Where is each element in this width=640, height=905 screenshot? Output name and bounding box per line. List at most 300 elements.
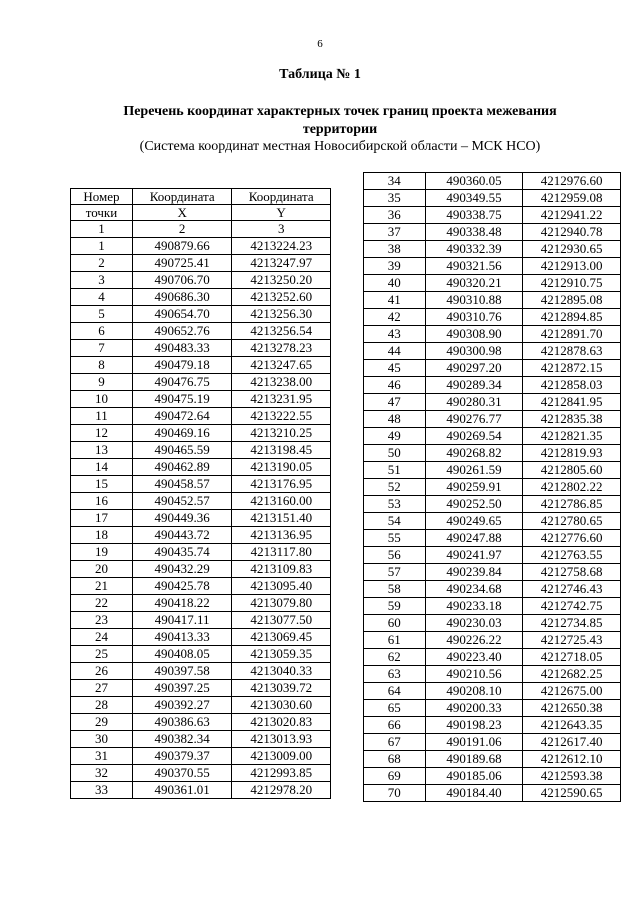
coordinate-x-cell: 490208.10	[425, 683, 523, 700]
coordinate-y-cell: 4213059.35	[232, 646, 331, 663]
coordinate-x-cell: 490233.18	[425, 598, 523, 615]
coordinate-x-cell: 490386.63	[132, 714, 232, 731]
point-number-cell: 11	[71, 408, 133, 425]
table-row	[71, 459, 331, 476]
coordinate-y-cell: 4213009.00	[232, 748, 331, 765]
table-row	[364, 241, 621, 258]
table-row	[364, 768, 621, 785]
coordinate-y-cell: 4213176.95	[232, 476, 331, 493]
coordinate-y-cell: 4213190.05	[232, 459, 331, 476]
table-row	[364, 258, 621, 275]
coordinate-x-cell: 490418.22	[132, 595, 232, 612]
point-number-cell: 38	[364, 241, 426, 258]
header-index-3: 3	[232, 221, 331, 238]
coordinate-x-cell: 490452.57	[132, 493, 232, 510]
table-row	[71, 272, 331, 289]
table-row	[71, 527, 331, 544]
table-row	[364, 428, 621, 445]
header-coordinate-y: Координата	[232, 189, 331, 205]
coordinate-x-cell: 490276.77	[425, 411, 523, 428]
point-number-cell: 20	[71, 561, 133, 578]
point-number-cell: 2	[71, 255, 133, 272]
point-number-cell: 41	[364, 292, 426, 309]
coordinate-y-cell: 4212978.20	[232, 782, 331, 799]
coordinate-x-cell: 490435.74	[132, 544, 232, 561]
coordinate-x-cell: 490320.21	[425, 275, 523, 292]
point-number-cell: 70	[364, 785, 426, 802]
table-row	[364, 496, 621, 513]
table-row	[364, 513, 621, 530]
header-coordinate-x-line2: X	[132, 205, 232, 221]
point-number-cell: 47	[364, 394, 426, 411]
point-number-cell: 40	[364, 275, 426, 292]
coordinate-x-cell: 490449.36	[132, 510, 232, 527]
coordinate-x-cell: 490360.05	[425, 173, 523, 190]
point-number-cell: 32	[71, 765, 133, 782]
subtitle-line-2: территории	[302, 122, 378, 137]
header-index-1: 1	[71, 221, 133, 238]
table-row	[71, 544, 331, 561]
table-row	[364, 343, 621, 360]
table-row	[364, 224, 621, 241]
table-row	[71, 357, 331, 374]
coordinate-x-cell: 490198.23	[425, 717, 523, 734]
header-index-2: 2	[132, 221, 232, 238]
coordinate-y-cell: 4213077.50	[232, 612, 331, 629]
page-number: 6	[317, 38, 323, 50]
table-row	[364, 360, 621, 377]
coordinate-y-cell: 4213136.95	[232, 527, 331, 544]
table-row	[71, 680, 331, 697]
point-number-cell: 13	[71, 442, 133, 459]
point-number-cell: 27	[71, 680, 133, 697]
coordinate-x-cell: 490185.06	[425, 768, 523, 785]
point-number-cell: 35	[364, 190, 426, 207]
coordinate-x-cell: 490269.54	[425, 428, 523, 445]
table-row	[71, 442, 331, 459]
coordinate-x-cell: 490191.06	[425, 734, 523, 751]
coordinate-x-cell: 490652.76	[132, 323, 232, 340]
coordinate-y-cell: 4212941.22	[523, 207, 621, 224]
point-number-cell: 5	[71, 306, 133, 323]
table-row	[364, 717, 621, 734]
point-number-cell: 3	[71, 272, 133, 289]
table-row	[364, 751, 621, 768]
table-row	[71, 646, 331, 663]
coordinate-x-cell: 490249.65	[425, 513, 523, 530]
table-row	[71, 306, 331, 323]
header-point-number: Номер	[71, 189, 133, 205]
table-row	[71, 340, 331, 357]
header-point-number-line2: точки	[71, 205, 133, 221]
table-row	[71, 255, 331, 272]
table-row	[364, 462, 621, 479]
coordinate-x-cell: 490259.91	[425, 479, 523, 496]
coordinate-x-cell: 490879.66	[132, 238, 232, 255]
table-row	[364, 377, 621, 394]
coordinate-y-cell: 4212746.43	[523, 581, 621, 598]
coordinate-y-cell: 4213040.33	[232, 663, 331, 680]
point-number-cell: 24	[71, 629, 133, 646]
point-number-cell: 53	[364, 496, 426, 513]
table-row	[364, 326, 621, 343]
coordinate-x-cell: 490475.19	[132, 391, 232, 408]
coordinate-x-cell: 490230.03	[425, 615, 523, 632]
coordinates-table-right	[363, 172, 621, 802]
point-number-cell: 57	[364, 564, 426, 581]
table-row	[364, 547, 621, 564]
point-number-cell: 23	[71, 612, 133, 629]
point-number-cell: 64	[364, 683, 426, 700]
point-number-cell: 67	[364, 734, 426, 751]
coordinate-y-cell: 4213117.80	[232, 544, 331, 561]
point-number-cell: 34	[364, 173, 426, 190]
coordinate-y-cell: 4213079.80	[232, 595, 331, 612]
table-row	[71, 578, 331, 595]
coordinate-y-cell: 4212805.60	[523, 462, 621, 479]
point-number-cell: 16	[71, 493, 133, 510]
coordinate-y-cell: 4212682.25	[523, 666, 621, 683]
point-number-cell: 50	[364, 445, 426, 462]
table-row	[364, 190, 621, 207]
coordinate-x-cell: 490300.98	[425, 343, 523, 360]
coordinate-x-cell: 490479.18	[132, 357, 232, 374]
coordinate-y-cell: 4213198.45	[232, 442, 331, 459]
coordinate-x-cell: 490184.40	[425, 785, 523, 802]
coordinate-x-cell: 490349.55	[425, 190, 523, 207]
point-number-cell: 56	[364, 547, 426, 564]
point-number-cell: 51	[364, 462, 426, 479]
table-row	[71, 697, 331, 714]
point-number-cell: 62	[364, 649, 426, 666]
coordinate-x-cell: 490189.68	[425, 751, 523, 768]
coordinate-y-cell: 4213252.60	[232, 289, 331, 306]
point-number-cell: 58	[364, 581, 426, 598]
coordinate-x-cell: 490686.30	[132, 289, 232, 306]
coordinate-x-cell: 490261.59	[425, 462, 523, 479]
point-number-cell: 48	[364, 411, 426, 428]
coordinate-x-cell: 490425.78	[132, 578, 232, 595]
table-row	[364, 530, 621, 547]
coordinate-y-cell: 4212895.08	[523, 292, 621, 309]
table-row	[364, 632, 621, 649]
point-number-cell: 36	[364, 207, 426, 224]
coordinate-y-cell: 4212878.63	[523, 343, 621, 360]
table-row	[71, 765, 331, 782]
table-row	[71, 425, 331, 442]
point-number-cell: 45	[364, 360, 426, 377]
coordinate-x-cell: 490706.70	[132, 272, 232, 289]
coordinate-x-cell: 490483.33	[132, 340, 232, 357]
table-row	[364, 207, 621, 224]
coordinate-x-cell: 490472.64	[132, 408, 232, 425]
coordinate-x-cell: 490268.82	[425, 445, 523, 462]
table-row	[364, 479, 621, 496]
table-row	[364, 411, 621, 428]
coordinate-x-cell: 490443.72	[132, 527, 232, 544]
coordinate-y-cell: 4212590.65	[523, 785, 621, 802]
coordinate-y-cell: 4212650.38	[523, 700, 621, 717]
table-row	[364, 445, 621, 462]
point-number-cell: 43	[364, 326, 426, 343]
coordinate-x-cell: 490289.34	[425, 377, 523, 394]
table-row	[364, 309, 621, 326]
point-number-cell: 30	[71, 731, 133, 748]
point-number-cell: 25	[71, 646, 133, 663]
coordinate-y-cell: 4212742.75	[523, 598, 621, 615]
coordinate-x-cell: 490308.90	[425, 326, 523, 343]
coordinate-y-cell: 4212675.00	[523, 683, 621, 700]
coordinate-y-cell: 4213231.95	[232, 391, 331, 408]
coordinate-y-cell: 4212993.85	[232, 765, 331, 782]
coordinate-y-cell: 4212593.38	[523, 768, 621, 785]
point-number-cell: 29	[71, 714, 133, 731]
point-number-cell: 55	[364, 530, 426, 547]
table-row	[71, 748, 331, 765]
table-row	[364, 292, 621, 309]
coordinate-x-cell: 490234.68	[425, 581, 523, 598]
point-number-cell: 46	[364, 377, 426, 394]
coordinate-x-cell: 490725.41	[132, 255, 232, 272]
coordinate-y-cell: 4212872.15	[523, 360, 621, 377]
table-row	[364, 581, 621, 598]
coordinate-x-cell: 490408.05	[132, 646, 232, 663]
table-title: Таблица № 1	[279, 67, 361, 82]
coordinate-y-cell: 4213039.72	[232, 680, 331, 697]
coordinate-y-cell: 4212776.60	[523, 530, 621, 547]
coordinate-x-cell: 490332.39	[425, 241, 523, 258]
table-row	[364, 598, 621, 615]
coordinate-x-cell: 490310.76	[425, 309, 523, 326]
point-number-cell: 54	[364, 513, 426, 530]
coordinate-y-cell: 4212913.00	[523, 258, 621, 275]
point-number-cell: 31	[71, 748, 133, 765]
coordinate-y-cell: 4212959.08	[523, 190, 621, 207]
point-number-cell: 8	[71, 357, 133, 374]
coordinate-x-cell: 490417.11	[132, 612, 232, 629]
table-row	[71, 663, 331, 680]
table-row	[71, 782, 331, 799]
point-number-cell: 12	[71, 425, 133, 442]
point-number-cell: 7	[71, 340, 133, 357]
coordinate-y-cell: 4212976.60	[523, 173, 621, 190]
coordinate-x-cell: 490226.22	[425, 632, 523, 649]
coordinate-x-cell: 490239.84	[425, 564, 523, 581]
coordinate-x-cell: 490413.33	[132, 629, 232, 646]
table-row	[364, 666, 621, 683]
table-row	[71, 493, 331, 510]
coordinate-y-cell: 4212891.70	[523, 326, 621, 343]
coordinate-y-cell: 4212780.65	[523, 513, 621, 530]
point-number-cell: 63	[364, 666, 426, 683]
table-row	[71, 323, 331, 340]
table-row	[71, 391, 331, 408]
table-row	[364, 275, 621, 292]
table-row	[364, 649, 621, 666]
point-number-cell: 9	[71, 374, 133, 391]
point-number-cell: 68	[364, 751, 426, 768]
coordinate-x-cell: 490297.20	[425, 360, 523, 377]
coordinate-y-cell: 4213247.97	[232, 255, 331, 272]
table-row	[71, 595, 331, 612]
coordinate-y-cell: 4212940.78	[523, 224, 621, 241]
table-row	[71, 714, 331, 731]
coordinate-x-cell: 490361.01	[132, 782, 232, 799]
table-row	[71, 289, 331, 306]
coordinate-y-cell: 4212718.05	[523, 649, 621, 666]
table-row	[364, 734, 621, 751]
point-number-cell: 42	[364, 309, 426, 326]
coordinate-x-cell: 490397.25	[132, 680, 232, 697]
coordinate-x-cell: 490469.16	[132, 425, 232, 442]
point-number-cell: 39	[364, 258, 426, 275]
point-number-cell: 15	[71, 476, 133, 493]
coordinate-y-cell: 4212734.85	[523, 615, 621, 632]
coordinate-y-cell: 4213222.55	[232, 408, 331, 425]
header-row-bottom	[71, 205, 331, 221]
coordinate-y-cell: 4213095.40	[232, 578, 331, 595]
coordinate-y-cell: 4212894.85	[523, 309, 621, 326]
coordinate-x-cell: 490223.40	[425, 649, 523, 666]
point-number-cell: 17	[71, 510, 133, 527]
table-row	[364, 700, 621, 717]
table-row	[71, 561, 331, 578]
table-row	[71, 629, 331, 646]
coordinate-y-cell: 4212930.65	[523, 241, 621, 258]
coordinate-y-cell: 4213224.23	[232, 238, 331, 255]
table-row	[364, 173, 621, 190]
coordinate-y-cell: 4212821.35	[523, 428, 621, 445]
table-row	[71, 731, 331, 748]
coordinate-x-cell: 490310.88	[425, 292, 523, 309]
point-number-cell: 4	[71, 289, 133, 306]
coordinate-x-cell: 490338.48	[425, 224, 523, 241]
coordinate-y-cell: 4212819.93	[523, 445, 621, 462]
point-number-cell: 19	[71, 544, 133, 561]
point-number-cell: 22	[71, 595, 133, 612]
header-coordinate-x: Координата	[132, 189, 232, 205]
coordinate-y-cell: 4212802.22	[523, 479, 621, 496]
coordinate-x-cell: 490654.70	[132, 306, 232, 323]
point-number-cell: 59	[364, 598, 426, 615]
point-number-cell: 66	[364, 717, 426, 734]
coordinate-x-cell: 490210.56	[425, 666, 523, 683]
coordinate-x-cell: 490338.75	[425, 207, 523, 224]
point-number-cell: 69	[364, 768, 426, 785]
coordinate-x-cell: 490252.50	[425, 496, 523, 513]
coordinate-y-cell: 4212835.38	[523, 411, 621, 428]
coordinate-y-cell: 4213030.60	[232, 697, 331, 714]
coordinate-x-cell: 490280.31	[425, 394, 523, 411]
coordinate-x-cell: 490397.58	[132, 663, 232, 680]
point-number-cell: 6	[71, 323, 133, 340]
coordinate-y-cell: 4213210.25	[232, 425, 331, 442]
header-row-top	[71, 189, 331, 205]
table-row	[71, 408, 331, 425]
point-number-cell: 65	[364, 700, 426, 717]
table-row	[364, 615, 621, 632]
point-number-cell: 52	[364, 479, 426, 496]
coordinate-y-cell: 4212858.03	[523, 377, 621, 394]
table-row	[71, 612, 331, 629]
coordinate-x-cell: 490392.27	[132, 697, 232, 714]
coordinate-x-cell: 490465.59	[132, 442, 232, 459]
table-row	[364, 785, 621, 802]
coordinate-y-cell: 4213278.23	[232, 340, 331, 357]
coordinate-x-cell: 490458.57	[132, 476, 232, 493]
table-row	[71, 374, 331, 391]
point-number-cell: 14	[71, 459, 133, 476]
coordinate-y-cell: 4212758.68	[523, 564, 621, 581]
table-row	[71, 476, 331, 493]
coordinate-x-cell: 490476.75	[132, 374, 232, 391]
coordinate-x-cell: 490379.37	[132, 748, 232, 765]
coordinate-y-cell: 4213250.20	[232, 272, 331, 289]
table-row	[364, 683, 621, 700]
coordinate-y-cell: 4213160.00	[232, 493, 331, 510]
point-number-cell: 26	[71, 663, 133, 680]
coordinate-y-cell: 4213069.45	[232, 629, 331, 646]
coordinate-y-cell: 4213256.54	[232, 323, 331, 340]
header-coordinate-y-line2: Y	[232, 205, 331, 221]
point-number-cell: 10	[71, 391, 133, 408]
coordinate-x-cell: 490241.97	[425, 547, 523, 564]
table-row	[364, 394, 621, 411]
point-number-cell: 18	[71, 527, 133, 544]
coordinate-x-cell: 490382.34	[132, 731, 232, 748]
point-number-cell: 49	[364, 428, 426, 445]
coordinate-y-cell: 4212612.10	[523, 751, 621, 768]
table-row	[364, 564, 621, 581]
coordinate-y-cell: 4212910.75	[523, 275, 621, 292]
coordinate-x-cell: 490432.29	[132, 561, 232, 578]
point-number-cell: 28	[71, 697, 133, 714]
coordinate-y-cell: 4213247.65	[232, 357, 331, 374]
coordinate-y-cell: 4212617.40	[523, 734, 621, 751]
coordinate-y-cell: 4213013.93	[232, 731, 331, 748]
coordinate-y-cell: 4213238.00	[232, 374, 331, 391]
coordinate-y-cell: 4212763.55	[523, 547, 621, 564]
coordinate-y-cell: 4213020.83	[232, 714, 331, 731]
coordinate-y-cell: 4212643.35	[523, 717, 621, 734]
coordinate-y-cell: 4213151.40	[232, 510, 331, 527]
coordinate-y-cell: 4212725.43	[523, 632, 621, 649]
table-subtitle	[90, 103, 590, 139]
point-number-cell: 37	[364, 224, 426, 241]
point-number-cell: 44	[364, 343, 426, 360]
point-number-cell: 60	[364, 615, 426, 632]
coordinate-y-cell: 4212841.95	[523, 394, 621, 411]
subtitle-line-1: Перечень координат характерных точек границ проекта межевания	[123, 104, 557, 119]
coordinate-system-note: (Система координат местная Новосибирской области – МСК НСО)	[139, 139, 541, 154]
point-number-cell: 21	[71, 578, 133, 595]
coordinate-y-cell: 4213109.83	[232, 561, 331, 578]
point-number-cell: 33	[71, 782, 133, 799]
coordinate-x-cell: 490200.33	[425, 700, 523, 717]
table-row	[71, 238, 331, 255]
coordinates-table-left	[70, 188, 331, 799]
coordinate-x-cell: 490370.55	[132, 765, 232, 782]
coordinate-y-cell: 4212786.85	[523, 496, 621, 513]
coordinate-x-cell: 490247.88	[425, 530, 523, 547]
point-number-cell: 1	[71, 238, 133, 255]
header-index-row	[71, 221, 331, 238]
coordinate-x-cell: 490321.56	[425, 258, 523, 275]
coordinate-y-cell: 4213256.30	[232, 306, 331, 323]
table-row	[71, 510, 331, 527]
point-number-cell: 61	[364, 632, 426, 649]
coordinate-x-cell: 490462.89	[132, 459, 232, 476]
